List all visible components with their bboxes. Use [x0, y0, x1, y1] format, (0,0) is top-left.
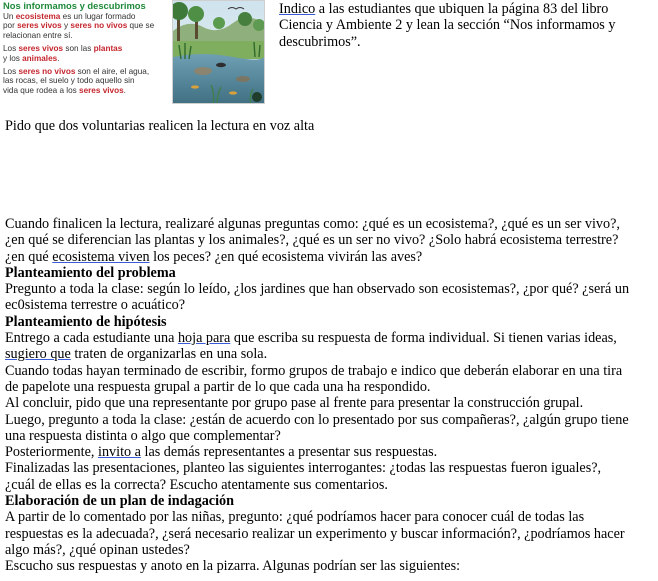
- excerpt-text: las rocas, el suelo y todo aquello sin: [3, 76, 135, 86]
- text-run: que escriba su respuesta de forma individual. Si tienen varias ideas,: [230, 330, 617, 347]
- excerpt-keyword: animales: [22, 53, 58, 63]
- underlined-word: invito a: [98, 444, 141, 461]
- excerpt-text: que se: [127, 21, 155, 31]
- excerpt-text: .: [57, 53, 60, 63]
- excerpt-line: [3, 12, 171, 21]
- body-line: [5, 412, 629, 428]
- body-line: [5, 428, 629, 444]
- intro-line: [279, 17, 615, 33]
- text-run: Planteamiento del problema: [5, 264, 176, 281]
- section-heading: [5, 493, 629, 509]
- body-line: [5, 477, 629, 493]
- voluntarias-line: Pido que dos voluntarias realicen la lectura en voz alta: [5, 118, 315, 134]
- text-run: ¿cuál de ellas es la correcta? Escucho atentamente sus comentarios.: [5, 476, 388, 493]
- text-run: Cuando finalicen la lectura, realizaré algunas preguntas como: ¿qué es un ecosistema?, ¿qué es un ser vivo?,: [5, 216, 620, 232]
- body-line: [5, 249, 629, 265]
- text-run: Ciencia y Ambiente 2 y lean la sección “Nos informamos y: [279, 17, 616, 34]
- excerpt-text: vida que rodea a los: [3, 85, 80, 95]
- intro-line: [279, 1, 615, 17]
- section-heading: [5, 314, 629, 330]
- underlined-word: hoja para: [177, 330, 231, 347]
- excerpt-line: [3, 86, 171, 95]
- text-run: las demás representantes a presentar sus respuestas.: [140, 444, 438, 461]
- text-run: de papelote una respuesta grupal a partir de lo que cada una ha respondido.: [5, 378, 431, 395]
- excerpt-text: Los: [3, 67, 19, 77]
- text-run: a las estudiantes que ubiquen la página 83 del libro: [315, 1, 609, 17]
- text-run: Escucho sus respuestas y anoto en la pizarra. Algunas podrían ser las siguientes:: [5, 558, 461, 575]
- underlined-word: ecosistema viven: [52, 248, 150, 265]
- underlined-word: Indico: [279, 1, 316, 17]
- excerpt-title: Nos informamos y descubrimos: [3, 0, 146, 11]
- text-run: una respuesta distinta o algo que complementar?: [5, 427, 281, 444]
- intro-paragraph: [279, 1, 615, 50]
- excerpt-keyword: plantas: [93, 44, 123, 54]
- text-run: Finalizadas las presentaciones, planteo las siguientes interrogantes: ¿todas las respuestas fueron iguales?,: [5, 460, 602, 477]
- body-line: [5, 444, 629, 460]
- body-line: [5, 363, 629, 379]
- excerpt-keyword: seres no vivos: [70, 21, 128, 31]
- body-line: [5, 346, 629, 362]
- excerpt-line: [3, 31, 171, 40]
- underlined-word: sugiero que: [5, 346, 71, 363]
- excerpt-line: [3, 76, 171, 85]
- section-heading: [5, 265, 629, 281]
- excerpt-text: Los: [3, 44, 19, 54]
- excerpt-keyword: seres vivos: [18, 44, 64, 54]
- excerpt-line: [3, 21, 171, 30]
- excerpt-line: [3, 44, 171, 53]
- excerpt-text: Un: [3, 12, 16, 21]
- text-run: Pregunto a toda la clase: según lo leído, ¿los jardines que han observado son ecosistemas?, ¿por qué? ¿será un: [5, 281, 630, 298]
- excerpt-text: y: [61, 21, 71, 31]
- excerpt-text: .: [123, 85, 126, 95]
- body-line: [5, 297, 629, 313]
- text-run: respuestas es la adecuada?, ¿será necesario realizar un experimento y buscar información?, ¿podríamos hacer: [5, 525, 625, 542]
- text-run: algo más?, ¿qué opinan ustedes?: [5, 541, 190, 558]
- ecosystem-illustration: [172, 0, 265, 104]
- text-run: traten de organizarlas en una sola.: [70, 346, 268, 363]
- excerpt-text: relacionan entre sí.: [3, 30, 73, 40]
- body-line: [5, 526, 629, 542]
- excerpt-keyword: ecosistema: [15, 12, 61, 21]
- text-run: ec0sistema terrestre o acuático?: [5, 297, 186, 314]
- text-run: Al concluir, pido que una representante por grupo pase al frente para presentar la construcción grupal.: [5, 395, 584, 412]
- body-line: [5, 509, 629, 525]
- excerpt-text: por: [3, 21, 18, 31]
- text-run: Posteriormente,: [5, 444, 98, 461]
- text-run: A partir de lo comentado por las niñas, pregunto: ¿qué podríamos hacer para conocer cuál de todas las: [5, 509, 585, 526]
- text-run: Planteamiento de hipótesis: [5, 313, 167, 330]
- excerpt-keyword: seres no vivos: [18, 67, 76, 77]
- text-run: descubrimos”.: [279, 33, 361, 50]
- text-run: Cuando todas hayan terminado de escribir, formo grupos de trabajo e indico que deberán elaborar en una tira: [5, 362, 623, 379]
- excerpt-paragraph-ecosistema: [3, 12, 171, 40]
- text-run: Entrego a cada estudiante una: [5, 330, 178, 347]
- lesson-body: [5, 216, 629, 575]
- body-line: [5, 460, 629, 476]
- body-line: [5, 216, 629, 232]
- text-run: Elaboración de un plan de indagación: [5, 493, 235, 510]
- excerpt-text: es un lugar formado: [60, 12, 136, 21]
- ecosystem-illustration-drawing: [173, 1, 265, 104]
- text-run: ¿en qué: [5, 248, 53, 265]
- body-line: [5, 232, 629, 248]
- intro-line: [279, 34, 615, 50]
- excerpt-paragraph-seres-vivos: [3, 44, 171, 63]
- text-run: Luego, pregunto a toda la clase: ¿están de acuerdo con lo presentado por sus compañeras?, ¿algún grupo tiene: [5, 411, 629, 428]
- body-line: [5, 395, 629, 411]
- excerpt-keyword: seres vivos: [17, 21, 62, 31]
- excerpt-keyword: seres vivos: [79, 85, 124, 95]
- body-line: [5, 379, 629, 395]
- excerpt-text: son las: [63, 44, 94, 54]
- excerpt-text: son el aire, el agua,: [75, 67, 150, 77]
- text-run: ¿en qué se diferencian las plantas y los animales?, ¿qué es un ser no vivo? ¿Solo habrá ecosistema terrestre?: [5, 232, 619, 249]
- textbook-excerpt: [3, 0, 171, 96]
- body-line: [5, 281, 629, 297]
- excerpt-paragraph-seres-no-vivos: [3, 67, 171, 95]
- excerpt-line: [3, 67, 171, 76]
- body-line: [5, 558, 629, 574]
- text-run: los peces? ¿en qué ecosistema vivirán las aves?: [149, 248, 423, 265]
- excerpt-text: y los: [3, 53, 23, 63]
- body-line: [5, 330, 629, 346]
- excerpt-line: [3, 54, 171, 63]
- body-line: [5, 542, 629, 558]
